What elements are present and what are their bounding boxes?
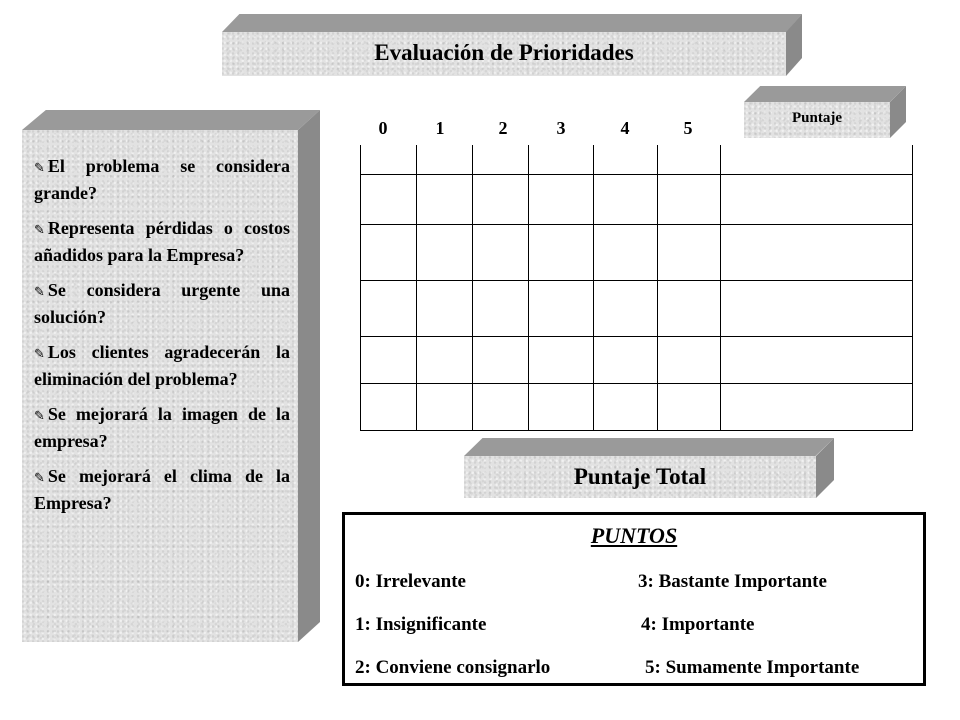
grid-row-line [360, 383, 913, 384]
points-legend [342, 512, 926, 686]
grid-row-line [360, 224, 913, 225]
grid-column-line [416, 145, 417, 431]
grid-column-line [472, 145, 473, 431]
score-header: Puntaje [792, 110, 842, 126]
question-item [34, 464, 290, 516]
legend-item: 5: Sumamente Importante [645, 657, 860, 678]
question-text: Se considera urgente una solución? [34, 280, 290, 327]
grid-column-line [912, 145, 913, 431]
score-header-block [744, 86, 906, 138]
legend-item: 1: Insignificante [355, 614, 487, 635]
scale-label: 0 [378, 118, 388, 138]
scale-label: 1 [435, 118, 445, 138]
legend-item: 4: Importante [641, 614, 755, 635]
grid-column-line [657, 145, 658, 431]
grid-column-line [360, 145, 361, 431]
question-text: El problema se considera grande? [34, 156, 290, 203]
scale-label: 5 [683, 118, 693, 138]
legend-title: PUNTOS [590, 523, 678, 548]
pencil-icon: ✎ [34, 223, 45, 238]
legend-item: 2: Conviene consignarlo [355, 657, 551, 678]
page-title: Evaluación de Prioridades [374, 40, 634, 65]
pencil-icon: ✎ [34, 161, 45, 176]
legend-item: 3: Bastante Importante [638, 571, 827, 592]
legend-item: 0: Irrelevante [355, 571, 466, 592]
question-item [34, 278, 290, 330]
question-text: Representa pérdidas o costos añadidos para la Empresa? [34, 218, 290, 265]
pencil-icon: ✎ [34, 471, 45, 486]
pencil-icon: ✎ [34, 285, 45, 300]
grid-row-line [360, 430, 913, 431]
question-text: Se mejorará el clima de la Empresa? [34, 466, 290, 513]
questions-panel [22, 110, 320, 642]
grid-row-line [360, 336, 913, 337]
question-list [34, 154, 290, 526]
title-banner [222, 14, 802, 76]
question-item [34, 402, 290, 454]
question-item [34, 154, 290, 206]
question-item [34, 216, 290, 268]
scale-label: 3 [556, 118, 566, 138]
pencil-icon: ✎ [34, 347, 45, 362]
grid-row-line [360, 174, 913, 175]
grid-column-line [720, 145, 721, 431]
total-score-label: Puntaje Total [573, 464, 707, 489]
grid-column-line [528, 145, 529, 431]
grid-column-line [593, 145, 594, 431]
scale-label: 4 [620, 118, 630, 138]
question-item [34, 340, 290, 392]
question-text: Los clientes agradecerán la eliminación del problema? [34, 342, 290, 389]
question-text: Se mejorará la imagen de la empresa? [34, 404, 290, 451]
pencil-icon: ✎ [34, 409, 45, 424]
scale-label: 2 [498, 118, 508, 138]
total-score-block [464, 438, 834, 498]
grid-row-line [360, 280, 913, 281]
